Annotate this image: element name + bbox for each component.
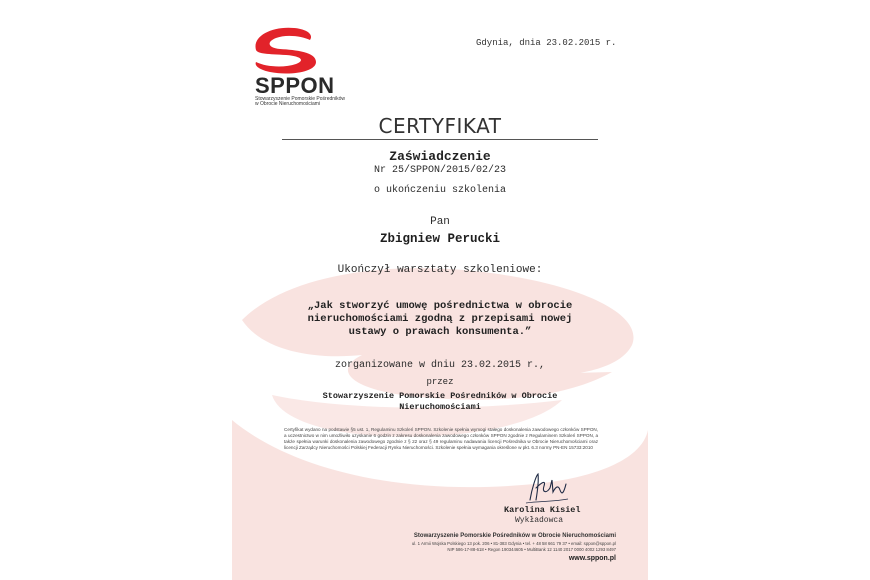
completion-statement: Ukończył warsztaty szkoleniowe: [337,264,543,276]
sppon-logo [250,22,330,79]
organizer-line: Nieruchomościami [399,402,481,412]
organized-date: zorganizowane w dniu 23.02.2015 r., [334,360,546,371]
organized-by: przez [426,377,454,387]
organizer-name [232,391,648,413]
signatory-role: Wykładowca [515,516,564,525]
footer-address-line: ul. 1 Armii Wojska Polskiego 13 pok. 206 • 81-383 Gdynia • tel. + 48 58 661 79 37 • email: sppon@sppon.pl [411,541,616,546]
salutation: Pan [430,216,450,228]
certificate-number: Nr 25/SPPON/2015/02/23 [373,165,507,176]
footer-website: www.sppon.pl [568,555,616,562]
certificate-page [232,0,648,580]
sppon-logo-icon [250,22,320,74]
certificate-heading: Zaświadczenie [389,149,491,164]
logo-wordmark: SPPON [255,73,335,98]
issue-date: Gdynia, dnia 23.02.2015 r. [476,38,617,48]
certificate-title: CERTYFIKAT [378,114,502,138]
footer-address-line: NIP 586-17-88-618 • Regon 190344605 • MultiBank 12 1140 2017 0000 4002 1293 8497 [447,547,616,552]
legal-fine-print: Certyfikat wydano na podstawie §5 ust. 1, Regulaminu Szkoleń SPPON. Szkolenie spełnia wymogi stałego doskonalenia zawodowego członków SPPON, a uczestnictwo w nim umożliwiło uzyskanie 6 godzin z zakresu doskonalenia zawodowego członków SPPON zgodnie z Regulaminem Szkoleń SPPON, a także spełnia warunki doskonalenia zawodowego zgodnie z § 22 oraz § 49 regulaminu nadawania licencji Pośrednika w Obrocie Nieruchomościami oraz licencji Zarządcy Nieruchomości Polskiej Federacji Rynku Nieruchomości. Szkolenie spełnia wymagania określone w pkt. 6.3 normy PN-EN 15733:2010 [284,427,598,451]
handwritten-signature [522,470,572,506]
course-title [232,300,648,339]
organizer-line: Stowarzyszenie Pomorskie Pośredników w Obrocie [322,391,558,401]
certificate-subtitle: o ukończeniu szkolenia [373,185,507,196]
course-title-line: ustawy o prawach konsumenta.” [348,326,532,338]
course-title-line: „Jak stworzyć umowę pośrednictwa w obrocie [307,300,573,312]
signatory-name: Karolina Kisiel [504,505,581,515]
footer-address [412,541,616,553]
course-title-line: nieruchomościami zgodną z przepisami nowej [307,313,573,325]
footer-organization: Stowarzyszenie Pomorskie Pośredników w Obrocie Nieruchomościami [413,533,616,539]
logo-subtitle: Stowarzyszenie Pomorskie Pośredników w Obrocie Nieruchomościami [255,96,346,107]
recipient-name: Zbigniew Perucki [379,232,501,246]
title-divider [282,139,598,140]
